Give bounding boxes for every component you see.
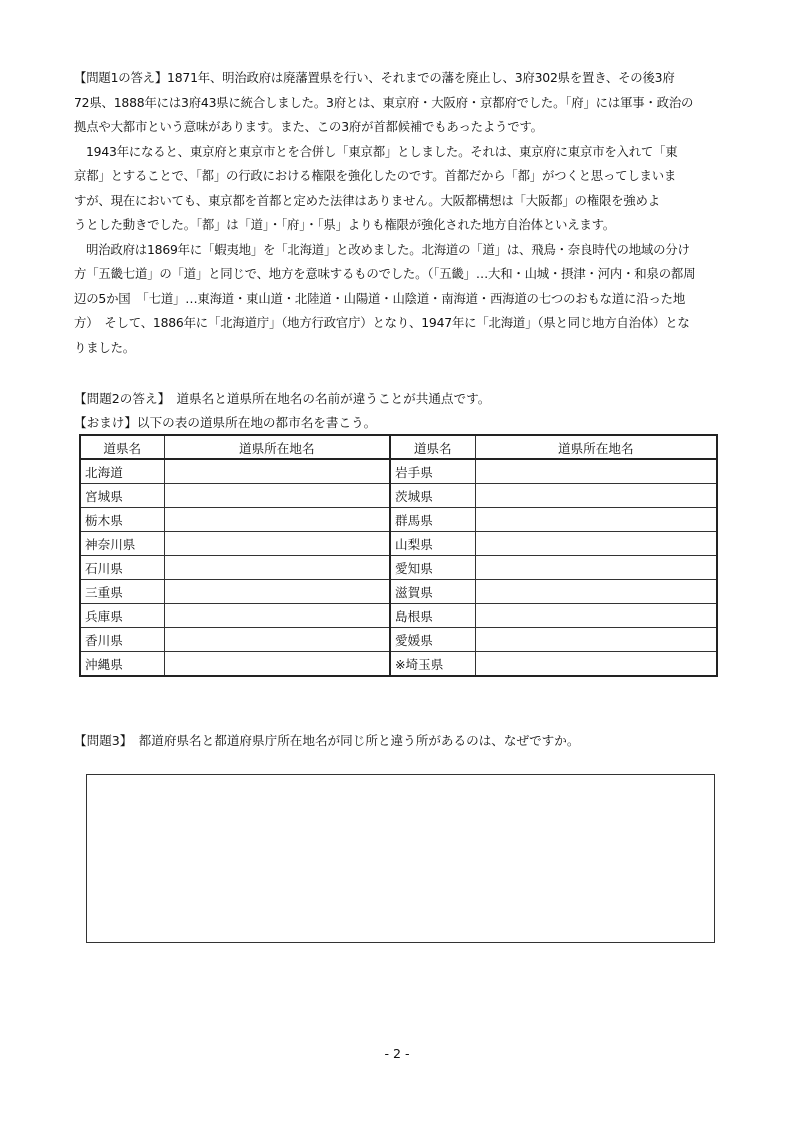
answer1-line: 方「五畿七道」の「道」と同じで、地方を意味するものでした。（「五畿」…大和・山城・摂津・河内・和泉の都周 xyxy=(74,266,696,281)
table-row xyxy=(80,580,717,604)
table-row xyxy=(80,556,717,580)
answer1-line: 明治政府は1869年に「蝦夷地」を「北海道」と改めました。北海道の「道」は、飛鳥・奈良時代の地域の分け xyxy=(86,241,690,257)
answer1-line: 72県、1888年には3府43県に統合しました。3府とは、東京府・大阪府・京都府でした。「府」には軍事・政治の xyxy=(74,94,694,110)
answer1-line: 拠点や大都市という意味があります。また、この3府が首都候補でもあったようです。 xyxy=(74,119,543,134)
answer1-line: りました。 xyxy=(74,339,135,355)
capital-answer-cell[interactable] xyxy=(475,484,717,508)
prefecture-name-cell: 群馬県 xyxy=(390,508,475,532)
prefecture-name-cell: 兵庫県 xyxy=(80,604,164,628)
prefecture-name-cell: 岩手県 xyxy=(390,459,475,484)
answer1-line: 方） そして、1886年に「北海道庁」（地方行政官庁）となり、1947年に「北海道」（県と同じ地方自治体）とな xyxy=(74,315,690,330)
capital-answer-cell[interactable] xyxy=(475,508,717,532)
answer1-paragraph xyxy=(74,66,724,360)
answer1-line: うとした動きでした。「都」は「道」・「府」・「県」よりも権限が強化された地方自治体といえます。 xyxy=(74,217,615,232)
prefecture-name-cell: 山梨県 xyxy=(390,532,475,556)
answer1-line: 【問題1の答え】1871年、明治政府は廃藩置県を行い、それまでの藩を廃止し、3府302県を置き、その後3府 xyxy=(74,70,675,85)
prefecture-name-cell: 石川県 xyxy=(80,556,164,580)
table-row xyxy=(80,484,717,508)
answer-box[interactable] xyxy=(86,774,715,943)
capital-answer-cell[interactable] xyxy=(475,459,717,484)
answer1-line: 辺の5か国 「七道」…東海道・東山道・北陸道・山陽道・山陰道・南海道・西海道の七つのおもな道に沿った地 xyxy=(74,290,686,306)
header-prefecture-name: 道県名 xyxy=(80,435,164,459)
header-prefecture-name: 道県名 xyxy=(390,435,475,459)
capital-answer-cell[interactable] xyxy=(164,508,390,532)
prefecture-name-cell: 茨城県 xyxy=(390,484,475,508)
capital-answer-cell[interactable] xyxy=(164,604,390,628)
table-row xyxy=(80,508,717,532)
answer1-line: 1943年になると、東京府と東京市とを合併し「東京都」としました。それは、東京府に東京市を入れて「東 xyxy=(86,143,678,159)
prefecture-name-cell: 愛媛県 xyxy=(390,628,475,652)
prefecture-name-cell: 宮城県 xyxy=(80,484,164,508)
capital-answer-cell[interactable] xyxy=(164,580,390,604)
capital-answer-cell[interactable] xyxy=(164,459,390,484)
prefecture-name-cell: 香川県 xyxy=(80,628,164,652)
answer1-line: すが、現在においても、東京都を首都と定めた法律はありません。大阪都構想は「大阪都」の権限を強めよ xyxy=(74,192,660,208)
prefecture-name-cell: 沖縄県 xyxy=(80,652,164,677)
prefecture-name-cell: 滋賀県 xyxy=(390,580,475,604)
capital-answer-cell[interactable] xyxy=(475,532,717,556)
table-row xyxy=(80,604,717,628)
header-capital-name: 道県所在地名 xyxy=(164,435,390,459)
capital-answer-cell[interactable] xyxy=(164,532,390,556)
header-capital-name: 道県所在地名 xyxy=(475,435,717,459)
prefecture-name-cell: ※埼玉県 xyxy=(390,652,475,677)
prefecture-name-cell: 三重県 xyxy=(80,580,164,604)
omake-instruction: 【おまけ】以下の表の道県所在地の都市名を書こう。 xyxy=(74,415,377,430)
table-row xyxy=(80,459,717,484)
answer1-line: 京都」とすることで、「都」の行政における権限を強化したのです。首都だから「都」がつくと思ってしまいま xyxy=(74,168,677,183)
capital-answer-cell[interactable] xyxy=(475,628,717,652)
page-number: - 2 - xyxy=(384,1046,410,1061)
capital-answer-cell[interactable] xyxy=(475,652,717,677)
table-row xyxy=(80,628,717,652)
prefecture-capital-table xyxy=(79,434,718,677)
capital-answer-cell[interactable] xyxy=(475,556,717,580)
prefecture-name-cell: 北海道 xyxy=(80,459,164,484)
table-row xyxy=(80,532,717,556)
capital-answer-cell[interactable] xyxy=(164,628,390,652)
capital-answer-cell[interactable] xyxy=(164,652,390,677)
prefecture-name-cell: 愛知県 xyxy=(390,556,475,580)
prefecture-name-cell: 神奈川県 xyxy=(80,532,164,556)
capital-answer-cell[interactable] xyxy=(475,580,717,604)
prefecture-name-cell: 島根県 xyxy=(390,604,475,628)
capital-answer-cell[interactable] xyxy=(475,604,717,628)
table-header-row xyxy=(80,435,717,459)
question3-text: 【問題3】 都道府県名と都道府県庁所在地名が同じ所と違う所があるのは、なぜですか。 xyxy=(74,733,580,748)
table-row xyxy=(80,652,717,677)
answer2-text: 【問題2の答え】 道県名と道県所在地名の名前が違うことが共通点です。 xyxy=(74,391,491,406)
capital-answer-cell[interactable] xyxy=(164,484,390,508)
capital-answer-cell[interactable] xyxy=(164,556,390,580)
prefecture-name-cell: 栃木県 xyxy=(80,508,164,532)
